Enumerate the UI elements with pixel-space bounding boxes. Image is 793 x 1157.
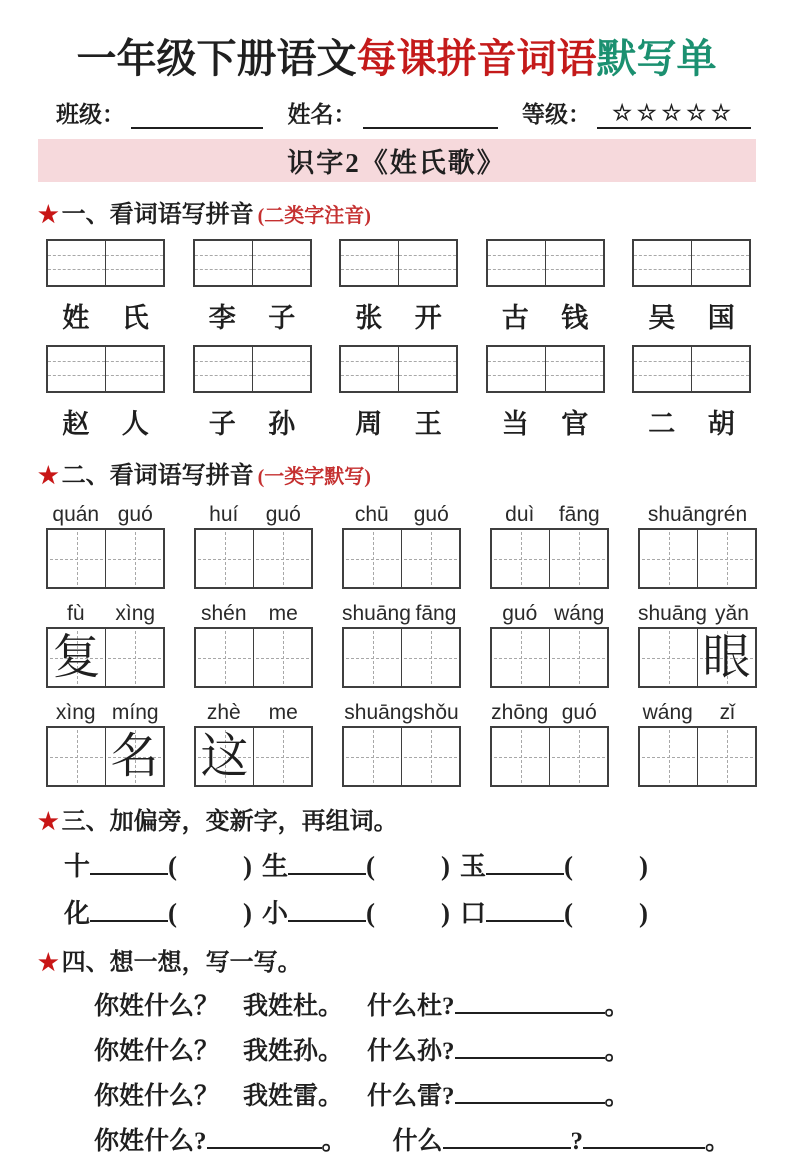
word-grid-item	[339, 345, 458, 441]
character-write-cell[interactable]	[640, 629, 697, 686]
sentence-text: 你姓什么？	[94, 993, 220, 1020]
pinyin-grid-item	[342, 698, 461, 787]
character-write-grid	[194, 528, 313, 589]
star-rating: ☆☆☆☆☆	[612, 100, 736, 125]
pinyin-syllable: shén	[200, 602, 247, 625]
character-write-cell[interactable]	[492, 530, 549, 587]
grade-field-label: 等级：	[522, 102, 591, 127]
sentence-text: 。	[705, 1128, 731, 1155]
pinyin-syllable: huí	[209, 503, 239, 526]
pinyin-write-cell[interactable]	[545, 241, 603, 285]
prefilled-character: 名	[110, 729, 159, 783]
character-write-grid	[46, 528, 165, 589]
pinyin-syllable: me	[268, 701, 298, 724]
base-character: 生	[262, 852, 289, 881]
word-label	[193, 296, 312, 335]
base-character: 口	[460, 899, 487, 928]
pinyin-grid-item	[490, 698, 609, 787]
section-two-title: 二、看词语写拼音	[61, 463, 254, 489]
character-write-cell[interactable]	[344, 629, 401, 686]
word-char: 周	[355, 409, 383, 439]
word-grid-item	[632, 239, 751, 335]
pinyin-write-cell[interactable]	[341, 241, 398, 285]
answer-blank[interactable]	[455, 1099, 605, 1104]
pinyin-grid-item	[46, 599, 165, 688]
character-write-cell[interactable]	[549, 530, 607, 587]
pinyin-grid-item	[46, 500, 165, 589]
word-char: 孙	[268, 409, 296, 439]
pinyin-write-grid	[486, 239, 605, 287]
section-one-heading	[38, 194, 793, 229]
word-grid-row	[46, 345, 751, 441]
answer-blank[interactable]	[486, 870, 564, 875]
student-info-row	[56, 96, 751, 129]
answer-blank[interactable]	[486, 917, 564, 922]
word-grid-item	[486, 345, 605, 441]
answer-blank[interactable]	[455, 1009, 605, 1014]
pinyin-write-cell[interactable]	[252, 241, 310, 285]
pinyin-label	[490, 599, 609, 626]
pinyin-syllable: yǎn	[715, 602, 749, 625]
radical-exercise-line	[64, 893, 793, 930]
paren-close: )	[639, 898, 649, 928]
character-write-grid	[638, 627, 757, 688]
character-write-cell[interactable]	[697, 530, 755, 587]
radical-exercise-item	[64, 846, 252, 883]
pinyin-grid-row	[46, 599, 757, 688]
pinyin-grid-item	[490, 599, 609, 688]
radical-exercise-item	[460, 846, 648, 883]
word-grid-item	[193, 345, 312, 441]
pinyin-syllable: rén	[716, 503, 748, 526]
paren-open: (	[366, 851, 376, 881]
answer-blank[interactable]	[583, 1144, 705, 1149]
pinyin-syllable: duì	[505, 503, 535, 526]
pinyin-syllable: wáng	[642, 701, 693, 724]
word-label	[339, 402, 458, 441]
word-label	[632, 402, 751, 441]
pinyin-write-grid	[339, 239, 458, 287]
section-one-note: (二类字注音)	[257, 205, 371, 227]
answer-blank[interactable]	[207, 1144, 322, 1149]
pinyin-write-cell[interactable]	[105, 241, 163, 285]
section-two-heading	[38, 455, 793, 490]
answer-blank[interactable]	[288, 917, 366, 922]
sentence-text: 。	[604, 993, 630, 1020]
pinyin-write-grid	[193, 345, 312, 393]
base-character: 化	[64, 899, 91, 928]
pinyin-syllable: míng	[111, 701, 159, 724]
word-char: 官	[561, 409, 589, 439]
word-label	[486, 296, 605, 335]
character-write-cell[interactable]	[640, 728, 697, 785]
pinyin-syllable: fāng	[415, 602, 457, 625]
star-bullet-icon: ★	[38, 950, 59, 975]
base-character: 玉	[460, 852, 487, 881]
pinyin-label	[46, 500, 165, 527]
word-grid-item	[46, 345, 165, 441]
word-char: 王	[414, 409, 442, 439]
character-write-cell[interactable]	[549, 728, 607, 785]
pinyin-syllable: guó	[561, 701, 597, 724]
pinyin-write-cell[interactable]	[48, 241, 105, 285]
pinyin-label	[342, 698, 461, 725]
pinyin-syllable: xìng	[115, 602, 156, 625]
word-grid-item	[632, 345, 751, 441]
character-write-cell[interactable]	[401, 728, 459, 785]
sentence-text: 我姓孙。	[243, 1038, 344, 1065]
prefilled-character: 复	[52, 630, 101, 684]
pinyin-write-cell[interactable]	[398, 241, 456, 285]
pinyin-grid-item	[490, 500, 609, 589]
pinyin-grid-item	[638, 698, 757, 787]
pinyin-syllable: shuāng	[647, 503, 717, 526]
class-field-label: 班级：	[56, 102, 125, 127]
character-write-cell[interactable]	[105, 530, 163, 587]
radical-exercise-item	[262, 893, 450, 930]
paren-open: (	[168, 851, 178, 881]
class-input-line[interactable]	[131, 100, 263, 129]
paren-close: )	[441, 851, 451, 881]
prefilled-character: 这	[200, 729, 249, 783]
section-three-title: 三、加偏旁，变新字，再组词。	[61, 809, 398, 835]
word-char: 胡	[707, 409, 735, 439]
paren-close: )	[639, 851, 649, 881]
character-write-cell[interactable]	[48, 629, 105, 686]
grade-input-line[interactable]	[597, 100, 751, 129]
character-write-cell[interactable]	[253, 629, 311, 686]
pinyin-grid-item	[46, 698, 165, 787]
word-char: 二	[648, 409, 676, 439]
pinyin-write-grid	[193, 239, 312, 287]
sentence-text: ?	[570, 1128, 584, 1155]
pinyin-grid-item	[194, 599, 313, 688]
character-write-cell[interactable]	[697, 629, 755, 686]
pinyin-syllable: wáng	[554, 602, 605, 625]
sentence-text: 。	[604, 1083, 630, 1110]
pinyin-grid-row	[46, 698, 757, 787]
pinyin-write-cell[interactable]	[195, 241, 252, 285]
pinyin-syllable: fù	[66, 602, 85, 625]
sentence-text: 。	[321, 1128, 347, 1155]
paren-open: (	[564, 898, 574, 928]
lesson-banner: 识字2《姓氏歌》	[38, 139, 756, 182]
star-bullet-icon: ★	[38, 202, 59, 227]
pinyin-syllable: chū	[354, 503, 389, 526]
character-write-cell[interactable]	[344, 530, 401, 587]
answer-blank[interactable]	[443, 1144, 571, 1149]
character-write-grid	[490, 726, 609, 787]
pinyin-label	[194, 698, 313, 725]
character-write-cell[interactable]	[697, 728, 755, 785]
character-write-cell[interactable]	[48, 530, 105, 587]
word-char: 李	[208, 303, 236, 333]
pinyin-write-cell[interactable]	[252, 347, 310, 391]
pinyin-label	[490, 698, 609, 725]
pinyin-write-cell[interactable]	[488, 347, 545, 391]
character-write-cell[interactable]	[549, 629, 607, 686]
name-field-label: 姓名：	[287, 102, 357, 127]
title-part-course: 一年级下册语文	[76, 36, 357, 81]
pinyin-write-cell[interactable]	[691, 241, 749, 285]
pinyin-write-cell[interactable]	[634, 347, 691, 391]
sentence-text: 我姓杜。	[243, 993, 344, 1020]
character-write-grid	[638, 726, 757, 787]
paren-open: (	[564, 851, 574, 881]
radical-exercise-item	[262, 846, 450, 883]
prefilled-character: 眼	[702, 630, 751, 684]
pinyin-write-cell[interactable]	[341, 347, 398, 391]
pinyin-grid-item	[638, 599, 757, 688]
pinyin-label	[638, 500, 757, 527]
base-character: 十	[64, 852, 91, 881]
name-field	[288, 96, 498, 129]
sentence-text: 我姓雷。	[243, 1083, 344, 1110]
pinyin-write-grid	[486, 345, 605, 393]
sentence-text: 什么孙?	[367, 1038, 455, 1065]
character-write-grid	[46, 627, 165, 688]
pinyin-syllable: quán	[52, 503, 100, 526]
pinyin-grid-row	[46, 500, 757, 589]
pinyin-syllable: guó	[265, 503, 301, 526]
word-char: 张	[355, 303, 383, 333]
class-field	[56, 96, 263, 129]
pinyin-write-cell[interactable]	[545, 347, 603, 391]
pinyin-label	[46, 599, 165, 626]
word-char: 氏	[121, 303, 149, 333]
word-char: 开	[414, 303, 442, 333]
pinyin-write-grid	[632, 345, 751, 393]
radical-exercise-line	[64, 846, 793, 883]
title-part-type: 默写单	[596, 36, 717, 81]
grade-field	[522, 96, 751, 129]
sentence-line	[94, 986, 793, 1022]
word-char: 子	[208, 409, 236, 439]
character-write-grid	[342, 528, 461, 589]
pinyin-label	[490, 500, 609, 527]
sentence-text: 什么	[392, 1128, 443, 1155]
answer-blank[interactable]	[455, 1054, 605, 1059]
character-write-cell[interactable]	[196, 629, 253, 686]
character-write-cell[interactable]	[640, 530, 697, 587]
word-label	[632, 296, 751, 335]
character-write-grid	[490, 528, 609, 589]
sentence-text: 。	[604, 1038, 630, 1065]
pinyin-label	[194, 500, 313, 527]
pinyin-grid-item	[342, 500, 461, 589]
character-write-cell[interactable]	[492, 728, 549, 785]
pinyin-syllable: zhōng	[491, 701, 549, 724]
star-bullet-icon: ★	[38, 463, 59, 488]
word-label	[46, 296, 165, 335]
pinyin-write-cell[interactable]	[48, 347, 105, 391]
word-char: 姓	[62, 303, 90, 333]
pinyin-grid-item	[342, 599, 461, 688]
paren-close: )	[243, 898, 253, 928]
character-write-cell[interactable]	[105, 629, 163, 686]
word-grid-row	[46, 239, 751, 335]
pinyin-write-grid	[46, 239, 165, 287]
word-char: 子	[268, 303, 296, 333]
page-title	[0, 0, 793, 82]
pinyin-syllable: zhè	[206, 701, 241, 724]
sentence-text: 什么杜?	[367, 993, 455, 1020]
pinyin-syllable: me	[268, 602, 298, 625]
section-four-title: 四、想一想，写一写。	[61, 950, 302, 976]
character-write-cell[interactable]	[253, 728, 311, 785]
word-char: 吴	[648, 303, 676, 333]
paren-open: (	[366, 898, 376, 928]
pinyin-label	[342, 599, 461, 626]
section-three-exercises	[0, 846, 793, 930]
section-four-sentences	[0, 986, 793, 1157]
answer-blank[interactable]	[90, 917, 168, 922]
paren-close: )	[441, 898, 451, 928]
word-char: 人	[121, 409, 149, 439]
pinyin-write-grid	[339, 345, 458, 393]
word-label	[193, 402, 312, 441]
paren-open: (	[168, 898, 178, 928]
character-write-grid	[342, 726, 461, 787]
character-write-grid	[342, 627, 461, 688]
pinyin-grid-item	[638, 500, 757, 589]
name-input-line[interactable]	[363, 100, 498, 129]
answer-blank[interactable]	[288, 870, 366, 875]
word-grid-item	[193, 239, 312, 335]
pinyin-syllable: shǒu	[413, 701, 459, 724]
pinyin-write-cell[interactable]	[691, 347, 749, 391]
character-write-cell[interactable]	[48, 728, 105, 785]
word-label	[339, 296, 458, 335]
sentence-text: 你姓什么？	[94, 1038, 220, 1065]
title-part-topic: 每课拼音词语	[356, 36, 597, 81]
character-write-grid	[194, 726, 313, 787]
pinyin-syllable: xìng	[55, 701, 96, 724]
character-write-cell[interactable]	[196, 728, 253, 785]
section-one-title: 一、看词语写拼音	[61, 202, 254, 228]
pinyin-write-cell[interactable]	[634, 241, 691, 285]
word-char: 钱	[561, 303, 589, 333]
pinyin-write-cell[interactable]	[195, 347, 252, 391]
pinyin-grid-item	[194, 500, 313, 589]
character-write-cell[interactable]	[344, 728, 401, 785]
pinyin-syllable: zǐ	[719, 701, 735, 724]
pinyin-label	[194, 599, 313, 626]
character-write-cell[interactable]	[105, 728, 163, 785]
character-write-cell[interactable]	[401, 629, 459, 686]
character-write-cell[interactable]	[492, 629, 549, 686]
word-char: 赵	[62, 409, 90, 439]
sentence-line	[94, 1076, 793, 1112]
star-bullet-icon: ★	[38, 809, 59, 834]
character-write-cell[interactable]	[253, 530, 311, 587]
section-four-heading	[38, 942, 793, 977]
answer-blank[interactable]	[90, 870, 168, 875]
pinyin-syllable: guó	[117, 503, 153, 526]
pinyin-grid-item	[194, 698, 313, 787]
pinyin-label	[638, 599, 757, 626]
pinyin-label	[638, 698, 757, 725]
sentence-text: 什么雷?	[367, 1083, 455, 1110]
word-grid-item	[486, 239, 605, 335]
word-grid-item	[46, 239, 165, 335]
character-write-cell[interactable]	[196, 530, 253, 587]
word-char: 古	[501, 303, 529, 333]
radical-exercise-item	[64, 893, 252, 930]
sentence-text: 你姓什么?	[94, 1128, 207, 1155]
pinyin-write-cell[interactable]	[398, 347, 456, 391]
sentence-text: 你姓什么？	[94, 1083, 220, 1110]
word-char: 当	[501, 409, 529, 439]
pinyin-write-grid	[46, 345, 165, 393]
sentence-line	[94, 1031, 793, 1067]
character-write-cell[interactable]	[401, 530, 459, 587]
character-write-grid	[194, 627, 313, 688]
pinyin-label	[342, 500, 461, 527]
word-label	[46, 402, 165, 441]
pinyin-label	[46, 698, 165, 725]
pinyin-syllable: fāng	[558, 503, 600, 526]
word-grid-item	[339, 239, 458, 335]
word-char: 国	[707, 303, 735, 333]
section-two-grids	[0, 500, 793, 787]
word-label	[486, 402, 605, 441]
pinyin-syllable: shuāng	[342, 602, 411, 625]
section-two-note: (一类字默写)	[257, 466, 371, 488]
paren-close: )	[243, 851, 253, 881]
pinyin-syllable: shuāng	[344, 701, 414, 724]
pinyin-syllable: guó	[413, 503, 449, 526]
character-write-grid	[46, 726, 165, 787]
pinyin-syllable: shuāng	[638, 602, 707, 625]
character-write-grid	[490, 627, 609, 688]
sentence-line	[94, 1121, 793, 1157]
pinyin-write-cell[interactable]	[105, 347, 163, 391]
base-character: 小	[262, 899, 289, 928]
section-three-heading	[38, 801, 793, 836]
pinyin-write-cell[interactable]	[488, 241, 545, 285]
character-write-grid	[638, 528, 757, 589]
radical-exercise-item	[460, 893, 648, 930]
pinyin-syllable: guó	[502, 602, 538, 625]
pinyin-write-grid	[632, 239, 751, 287]
section-one-grids	[0, 239, 793, 441]
